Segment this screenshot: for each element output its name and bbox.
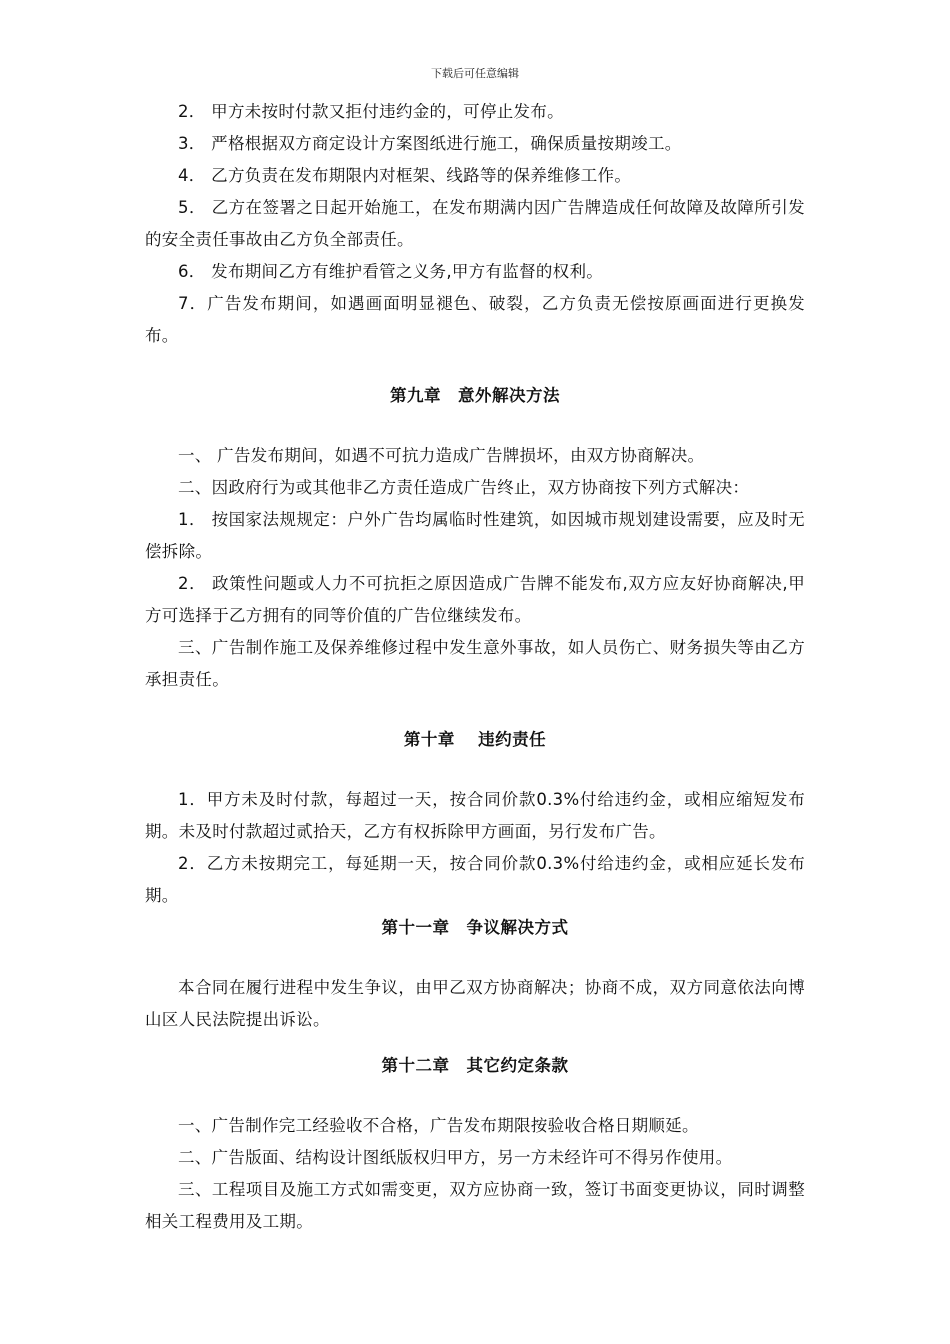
chapter-11-title: 第十一章 争议解决方式 bbox=[381, 918, 569, 937]
clause-9-2-1: 1． 按国家法规规定：户外广告均属临时性建筑，如因城市规划建设需要，应及时无偿拆除。 bbox=[145, 510, 805, 561]
chapter-9-title: 第九章 意外解决方法 bbox=[390, 386, 560, 405]
clause-8-7: 7．广告发布期间，如遇画面明显褪色、破裂，乙方负责无偿按原画面进行更换发布。 bbox=[145, 294, 805, 345]
clause-9-2: 二、因政府行为或其他非乙方责任造成广告终止，双方协商按下列方式解决： bbox=[178, 478, 750, 497]
clause-9-2-2: 2． 政策性问题或人力不可抗拒之原因造成广告牌不能发布,双方应友好协商解决,甲方可选择于乙方拥有的同等价值的广告位继续发布。 bbox=[145, 574, 805, 625]
clause-12-3: 三、工程项目及施工方式如需变更，双方应协商一致，签订书面变更协议，同时调整相关工程费用及工期。 bbox=[145, 1180, 805, 1231]
clause-10-2: 2．乙方未按期完工，每延期一天，按合同价款0.3%付给违约金，或相应延长发布期。 bbox=[145, 854, 805, 905]
clause-8-5: 5． 乙方在签署之日起开始施工，在发布期满内因广告牌造成任何故障及故障所引发的安全责任事故由乙方负全部责任。 bbox=[145, 198, 805, 249]
clause-8-2: 2． 甲方未按时付款又拒付违约金的，可停止发布。 bbox=[178, 102, 564, 121]
clause-9-3: 三、广告制作施工及保养维修过程中发生意外事故，如人员伤亡、财务损失等由乙方承担责任。 bbox=[145, 638, 805, 689]
clause-12-1: 一、广告制作完工经验收不合格，广告发布期限按验收合格日期顺延。 bbox=[178, 1116, 699, 1135]
clause-12-2: 二、广告版面、结构设计图纸版权归甲方，另一方未经许可不得另作使用。 bbox=[178, 1148, 733, 1167]
clause-9-1: 一、 广告发布期间，如遇不可抗力造成广告牌损坏，由双方协商解决。 bbox=[178, 446, 705, 465]
page-header: 下载后可任意编辑 bbox=[431, 67, 519, 80]
clause-8-4: 4． 乙方负责在发布期限内对框架、线路等的保养维修工作。 bbox=[178, 166, 632, 185]
clause-8-3: 3． 严格根据双方商定设计方案图纸进行施工，确保质量按期竣工。 bbox=[178, 134, 682, 153]
chapter-12-title: 第十二章 其它约定条款 bbox=[381, 1056, 569, 1075]
clause-11-1: 本合同在履行进程中发生争议，由甲乙双方协商解决；协商不成，双方同意依法向博山区人民法院提出诉讼。 bbox=[145, 978, 805, 1029]
clause-8-6: 6． 发布期间乙方有维护看管之义务,甲方有监督的权利。 bbox=[178, 262, 604, 281]
chapter-10-title: 第十章 违约责任 bbox=[403, 730, 547, 749]
clause-10-1: 1．甲方未及时付款，每超过一天，按合同价款0.3%付给违约金，或相应缩短发布期。未及时付款超过贰拾天，乙方有权拆除甲方画面，另行发布广告。 bbox=[145, 790, 805, 841]
